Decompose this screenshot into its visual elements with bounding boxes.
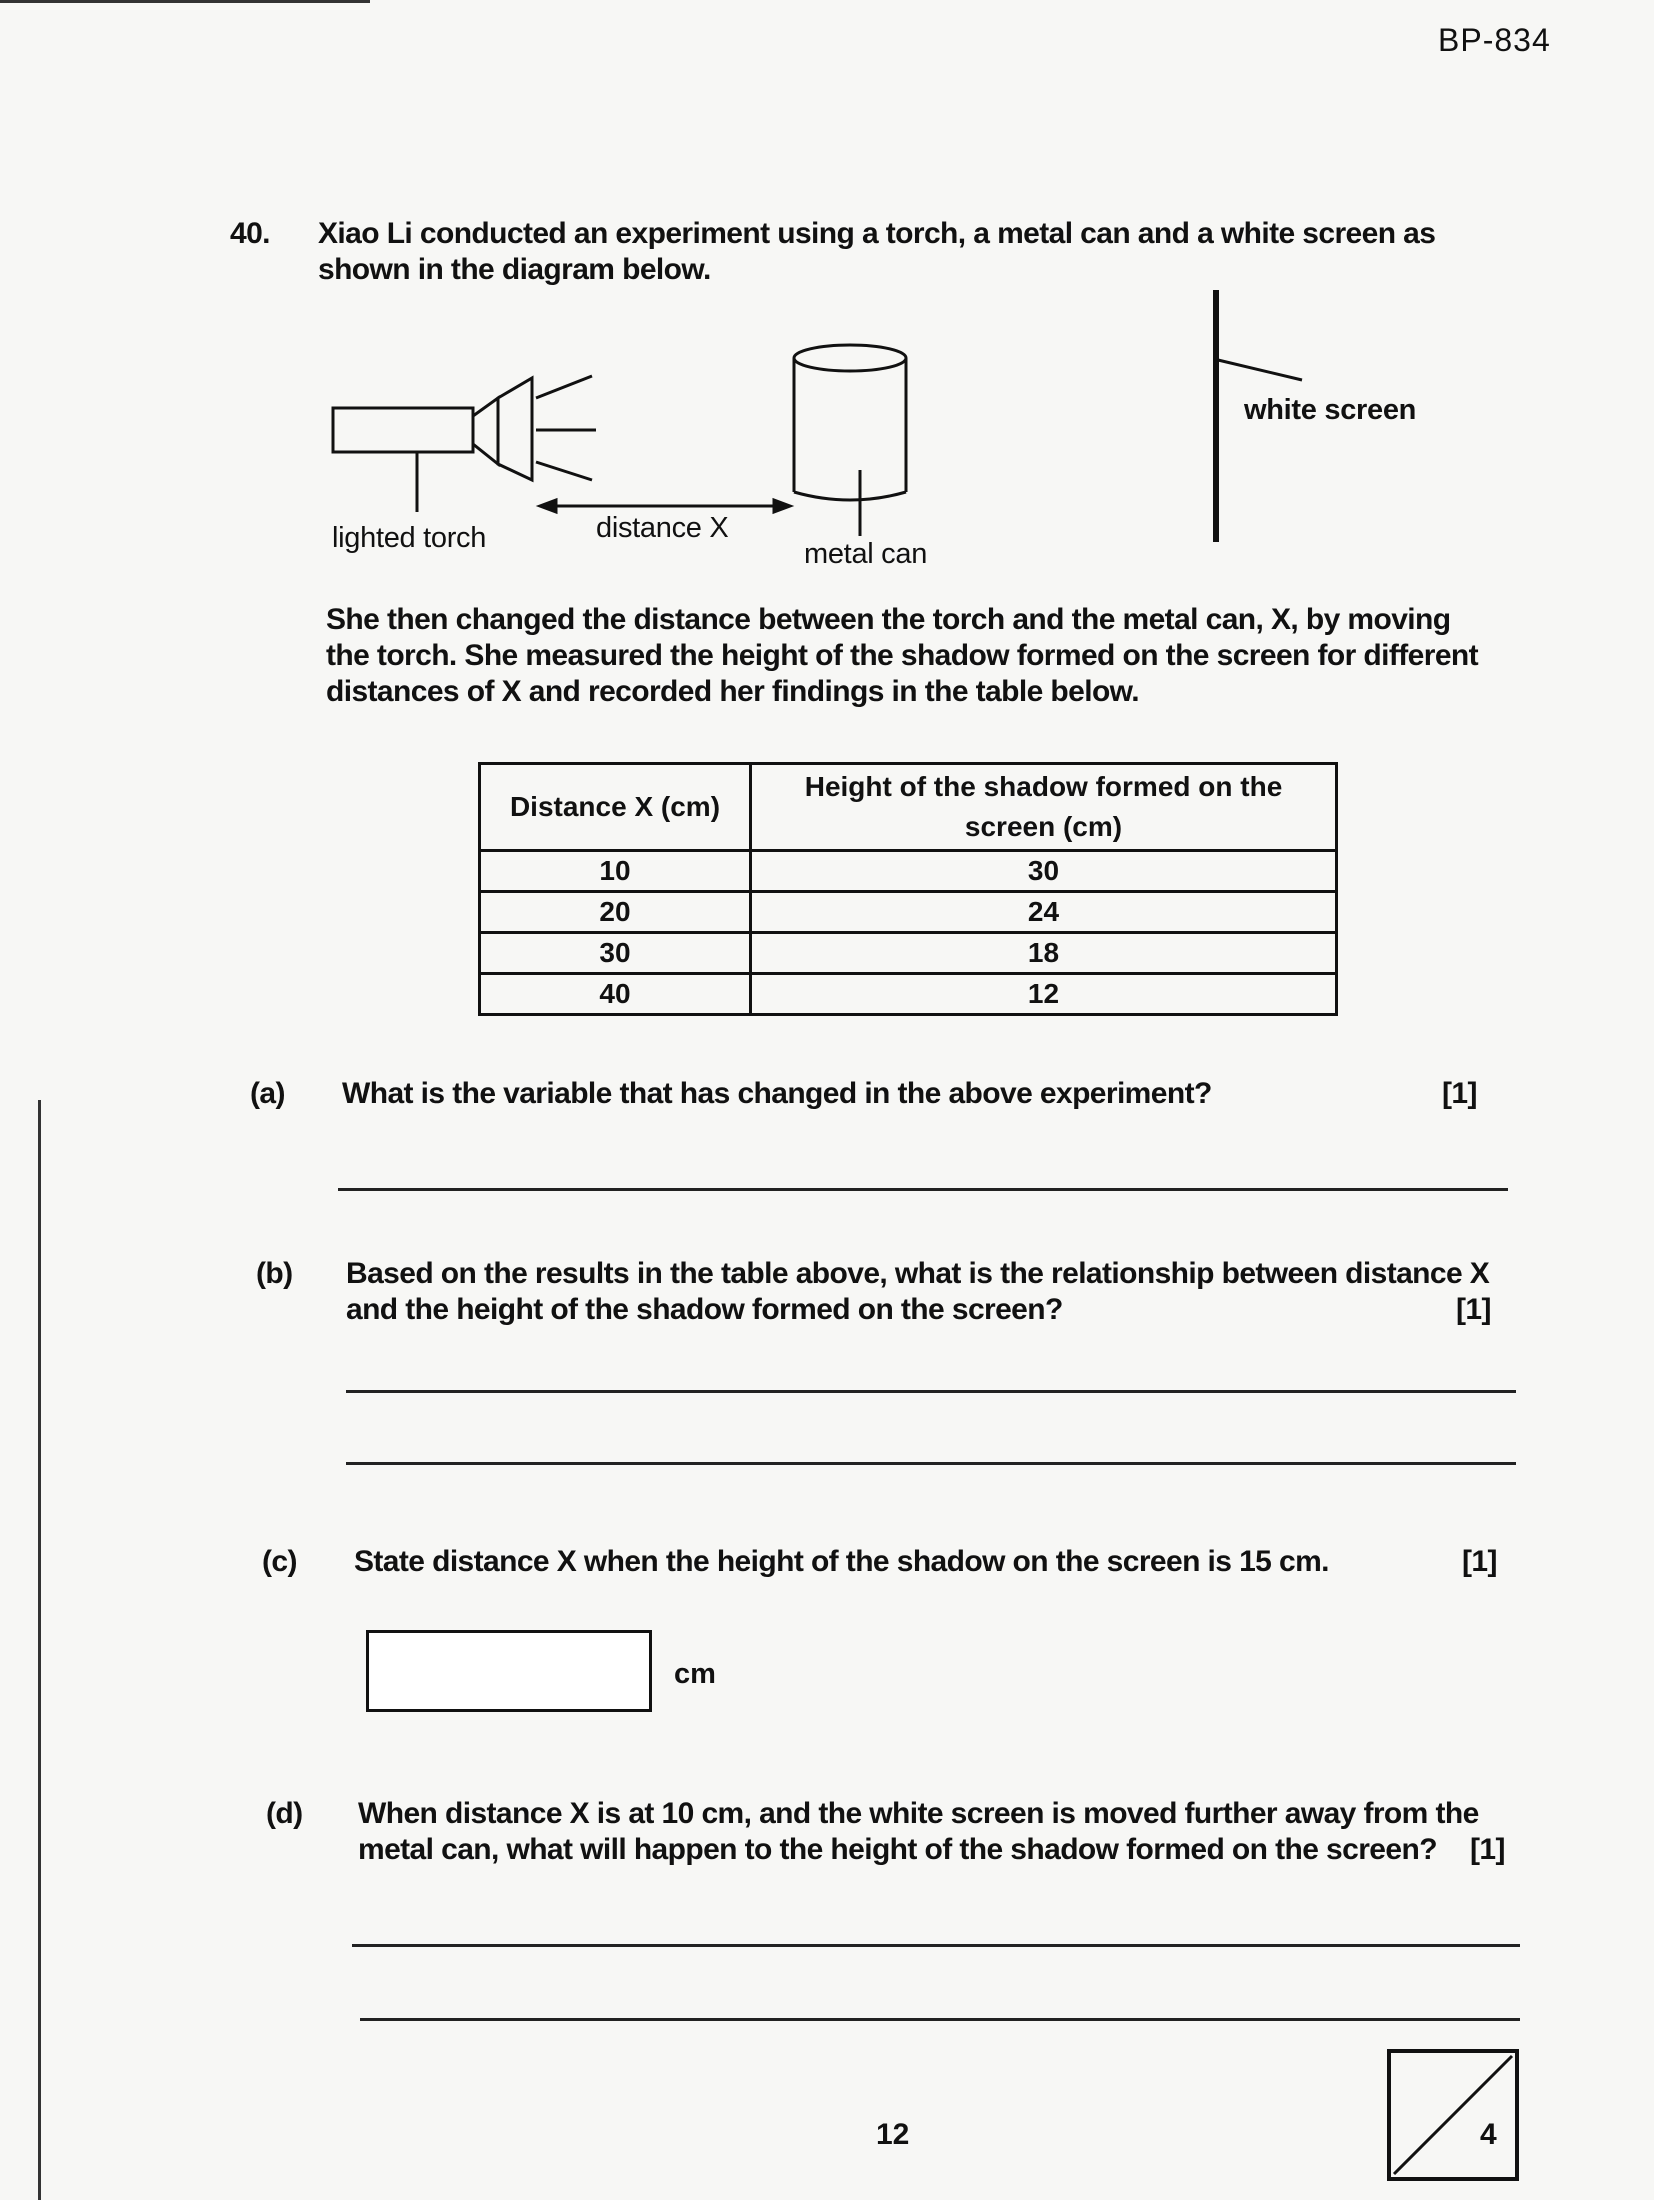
part-c-marks: [1] — [1462, 1545, 1497, 1578]
part-a-label: (a) — [250, 1077, 285, 1110]
part-b-question-line2: and the height of the shadow formed on the screen? — [346, 1293, 1063, 1326]
screen-label: white screen — [1244, 394, 1417, 426]
part-c-answer-box[interactable] — [366, 1630, 652, 1712]
part-c-label: (c) — [262, 1545, 297, 1578]
part-d-marks: [1] — [1470, 1833, 1505, 1866]
part-b-question-line1: Based on the results in the table above, what is the relationship between distance X — [346, 1257, 1490, 1290]
paragraph-line3: distances of X and recorded her findings in the table below. — [326, 675, 1140, 708]
part-b-marks: [1] — [1456, 1293, 1491, 1326]
distance-arrow-icon — [540, 500, 790, 512]
score-total: 4 — [1480, 2118, 1497, 2151]
cell-distance: 20 — [480, 892, 751, 933]
part-d-question-line2: metal can, what will happen to the height of the shadow formed on the screen? — [358, 1833, 1437, 1866]
question-intro-line2: shown in the diagram below. — [318, 253, 711, 286]
question-number: 40. — [230, 217, 270, 250]
part-a-question: What is the variable that has changed in the above experiment? — [342, 1077, 1212, 1110]
metal-can-icon — [794, 345, 906, 536]
results-table — [478, 762, 1338, 1016]
cell-distance: 40 — [480, 974, 751, 1015]
part-d-answer-line-1[interactable] — [352, 1944, 1520, 1947]
cell-distance: 10 — [480, 851, 751, 892]
col-header-height-line1: Height of the shadow formed on the — [804, 771, 1283, 802]
col-header-height-line2: screen (cm) — [964, 811, 1123, 842]
distance-label: distance X — [596, 512, 729, 544]
left-margin-rule — [38, 1100, 41, 2200]
page-code: BP-834 — [1438, 22, 1551, 58]
torch-label: lighted torch — [332, 522, 487, 554]
table-row — [480, 851, 1337, 892]
question-intro-line1: Xiao Li conducted an experiment using a torch, a metal can and a white screen as — [318, 217, 1436, 250]
top-edge-rule — [0, 0, 370, 3]
score-box-icon — [1386, 2048, 1520, 2182]
cell-height: 12 — [751, 974, 1337, 1015]
paragraph-line2: the torch. She measured the height of the shadow formed on the screen for different — [326, 639, 1479, 672]
table-row — [480, 892, 1337, 933]
part-a-marks: [1] — [1442, 1077, 1477, 1110]
part-c-unit: cm — [674, 1658, 716, 1690]
col-header-height — [751, 764, 1337, 851]
cell-height: 18 — [751, 933, 1337, 974]
torch-icon — [333, 376, 596, 512]
table-row — [480, 974, 1337, 1015]
part-b-answer-line-1[interactable] — [346, 1390, 1516, 1393]
part-b-label: (b) — [256, 1257, 293, 1290]
can-label: metal can — [804, 538, 928, 570]
table-row — [480, 933, 1337, 974]
paragraph-line1: She then changed the distance between the torch and the metal can, X, by moving — [326, 603, 1451, 636]
part-d-answer-line-2[interactable] — [360, 2018, 1520, 2021]
page-number: 12 — [876, 2118, 910, 2151]
cell-height: 30 — [751, 851, 1337, 892]
cell-height: 24 — [751, 892, 1337, 933]
part-b-answer-line-2[interactable] — [346, 1462, 1516, 1465]
part-c-question: State distance X when the height of the shadow on the screen is 15 cm. — [354, 1545, 1329, 1578]
part-a-answer-line[interactable] — [338, 1188, 1508, 1191]
part-d-label: (d) — [266, 1797, 303, 1830]
cell-distance: 30 — [480, 933, 751, 974]
col-header-distance: Distance X (cm) — [480, 764, 751, 851]
part-d-question-line1: When distance X is at 10 cm, and the white screen is moved further away from the — [358, 1797, 1479, 1830]
